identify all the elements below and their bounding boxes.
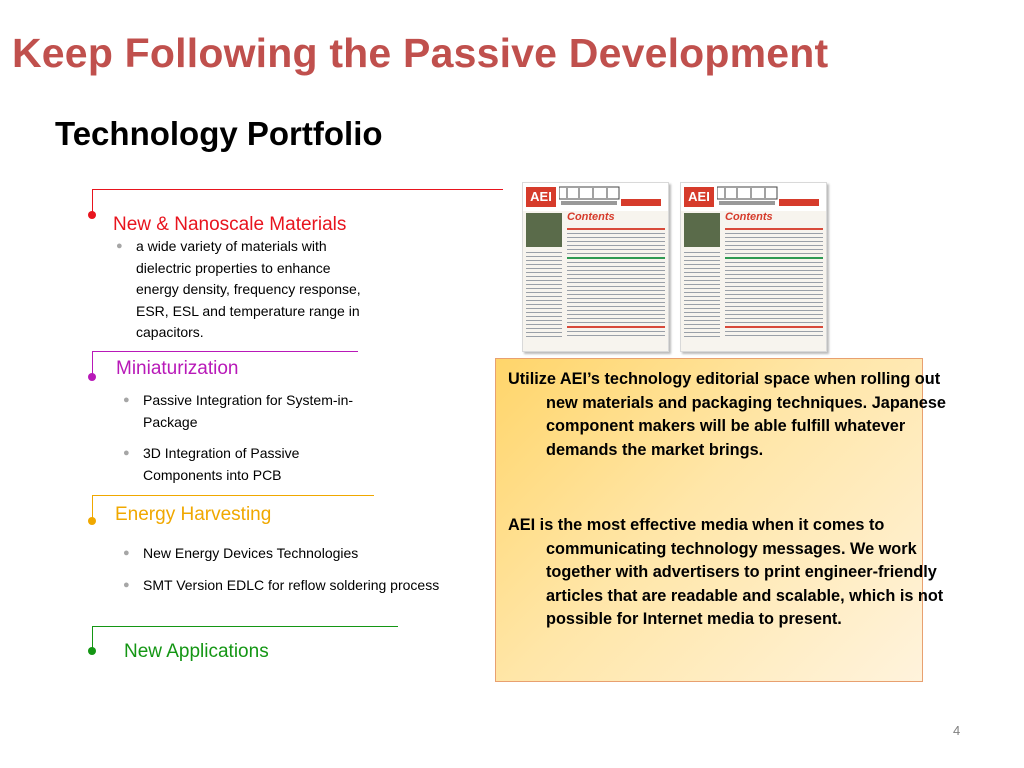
section-1-bullet xyxy=(116,236,364,344)
section-1-dot xyxy=(88,211,96,219)
page-header xyxy=(523,183,668,211)
masthead-graphic xyxy=(717,186,823,208)
slide-title: Keep Following the Passive Development xyxy=(12,30,829,76)
bullet-text: New Energy Devices Technologies xyxy=(143,545,359,561)
section-4-title: New Applications xyxy=(124,641,269,662)
bullet-marker: ● xyxy=(123,447,130,459)
section-3-connector xyxy=(92,495,93,519)
aei-logo: AEI xyxy=(684,187,714,207)
bullet-text: SMT Version EDLC for reflow soldering process xyxy=(143,577,440,593)
magazine-contents-image xyxy=(520,182,827,352)
section-2-bullet-1 xyxy=(123,390,383,433)
section-1-divider xyxy=(92,189,503,190)
page-right-column xyxy=(725,225,823,345)
cover-thumbnail xyxy=(684,213,720,247)
section-4-divider xyxy=(92,626,398,627)
section-3-divider xyxy=(92,495,374,496)
aei-logo: AEI xyxy=(526,187,556,207)
contents-heading: Contents xyxy=(725,211,773,223)
magazine-page xyxy=(680,182,827,352)
section-4-dot xyxy=(88,647,96,655)
section-3-bullet-1 xyxy=(123,543,443,565)
magazine-page xyxy=(522,182,669,352)
page-header xyxy=(681,183,826,211)
section-1-title: New & Nanoscale Materials xyxy=(113,214,347,235)
bullet-text: 3D Integration of Passive Components into PCB xyxy=(143,445,300,483)
section-3-dot xyxy=(88,517,96,525)
callout-paragraph-2: AEI is the most effective media when it comes to communicating technology messages. We work together with advertisers to print engineer-friendly articles that are readable and scalable, which is not possible for Internet media to present. xyxy=(508,516,944,628)
masthead-graphic xyxy=(559,186,665,208)
page-left-column xyxy=(526,249,562,345)
bullet-marker: ● xyxy=(123,547,130,559)
section-3-bullet-2 xyxy=(123,575,483,597)
callout-paragraph-1: Utilize AEI’s technology editorial space when rolling out new materials and packaging techniques. Japanese component makers will be able fulfill whatever demands the market brings. xyxy=(508,370,946,459)
section-2-title: Miniaturization xyxy=(116,358,239,379)
bullet-text: Passive Integration for System-in-Package xyxy=(143,392,354,430)
section-2-bullet-2 xyxy=(123,443,343,486)
section-2-divider xyxy=(92,351,358,352)
contents-heading: Contents xyxy=(567,211,615,223)
bullet-marker: ● xyxy=(123,394,130,406)
section-3-title: Energy Harvesting xyxy=(115,504,272,525)
bullet-text: a wide variety of materials with dielectric properties to enhance energy density, frequency response, ESR, ESL and temperature range in capacitors. xyxy=(136,238,361,340)
section-2-connector xyxy=(92,351,93,375)
slide-subtitle: Technology Portfolio xyxy=(55,115,383,152)
page-left-column xyxy=(684,249,720,345)
section-1-connector xyxy=(92,189,93,213)
section-2-dot xyxy=(88,373,96,381)
bullet-marker: ● xyxy=(116,240,123,252)
page-number: 4 xyxy=(953,723,961,738)
bullet-marker: ● xyxy=(123,579,130,591)
cover-thumbnail xyxy=(526,213,562,247)
page-right-column xyxy=(567,225,665,345)
callout-box xyxy=(495,358,946,682)
